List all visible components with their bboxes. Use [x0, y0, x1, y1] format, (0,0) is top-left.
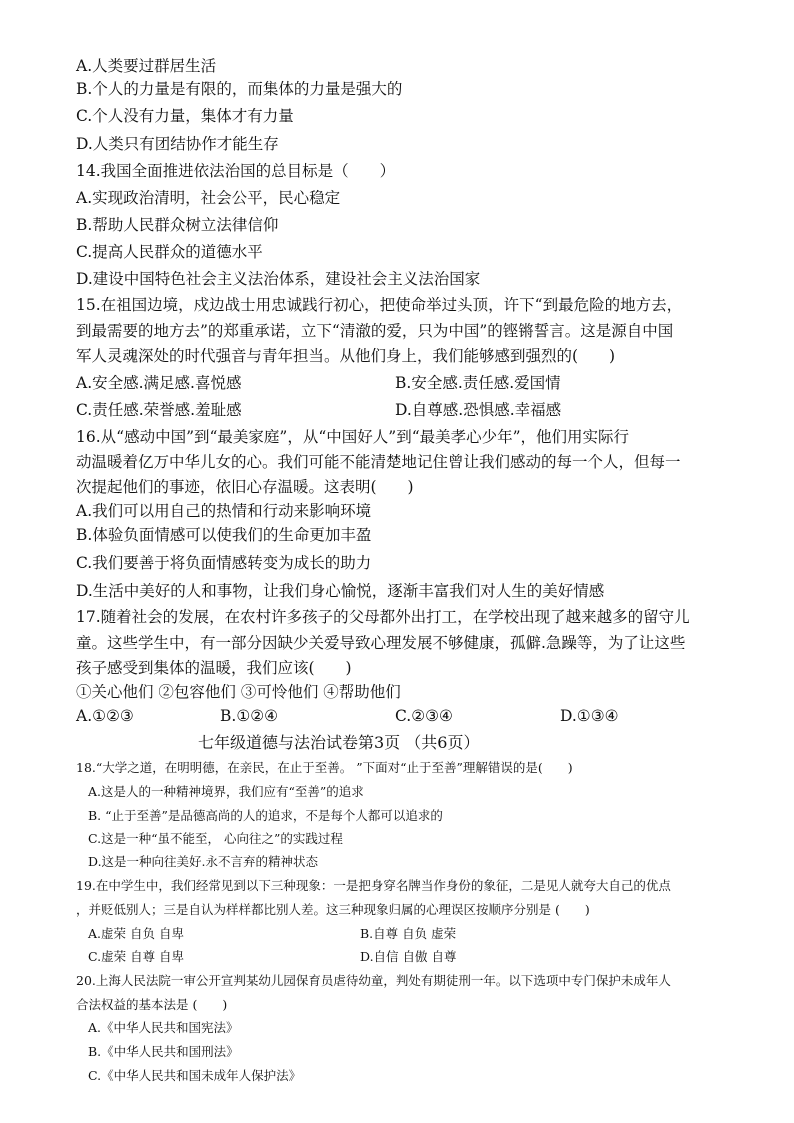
q15-stem-line-3: 军人灵魂深处的时代强音与青年担当。从他们身上，我们能够感到强烈的( ): [76, 347, 616, 365]
q18-stem: 18.“大学之道，在明明德，在亲民，在止于至善。 ”下面对“止于至善”理解错误的是( ): [76, 760, 573, 775]
q16-option-d: D.生活中美好的人和事物，让我们身心愉悦，逐渐丰富我们对人生的美好情感: [76, 582, 605, 600]
q16-stem-line-3: 次提起他们的事迹，依旧心存温暖。这表明( ): [76, 478, 414, 496]
q20-option-c: C.《中华人民共和国未成年人保护法》: [88, 1068, 302, 1083]
q14-option-c: C.提高人民群众的道德水平: [76, 243, 263, 261]
q18-option-a: A.这是人的一种精神境界，我们应有“至善”的追求: [88, 784, 364, 799]
q15-option-b: B.安全感.责任感.爱国情: [395, 374, 561, 392]
q17-option-a: A.①②③: [76, 707, 134, 725]
q16-stem-line-2: 动温暖着亿万中华儿女的心。我们可能不能清楚地记住曾让我们感动的每一个人，但每一: [76, 453, 681, 471]
q20-stem-line-2: 合法权益的基本法是 ( ): [76, 997, 228, 1012]
q15-option-c: C.责任感.荣誉感.羞耻感: [76, 401, 242, 419]
q14-option-b: B.帮助人民群众树立法律信仰: [76, 216, 279, 234]
q18-option-b: B. “止于至善”是品德高尚的人的追求，不是每个人都可以追求的: [88, 808, 443, 823]
q13-option-a: A.人类要过群居生活: [76, 57, 217, 75]
q16-stem-line-1: 16.从“感动中国”到“最美家庭”，从“中国好人”到“最美孝心少年”，他们用实际行: [76, 428, 630, 446]
q18-option-d: D.这是一种向往美好.永不言弃的精神状态: [88, 854, 319, 869]
q20-option-a: A.《中华人民共和国宪法》: [88, 1020, 239, 1035]
q17-stem-line-1: 17.随着社会的发展，在农村许多孩子的父母都外出打工，在学校出现了越来越多的留守儿: [76, 608, 690, 626]
q17-option-b: B.①②④: [220, 707, 279, 725]
q19-stem-line-2: ，并贬低别人；三是自认为样样都比别人差。这三种现象归属的心理误区按顺序分别是 ( ): [76, 902, 590, 917]
q14-option-a: A.实现政治清明，社会公平，民心稳定: [76, 189, 341, 207]
q13-option-b: B.个人的力量是有限的，而集体的力量是强大的: [76, 80, 403, 98]
q19-stem-line-1: 19.在中学生中，我们经常见到以下三种现象：一是把身穿名牌当作身份的象征，二是见人就夸大自己的优点: [76, 878, 671, 893]
q19-option-b: B.自尊 自负 虚荣: [360, 926, 457, 941]
q15-stem-line-2: 到最需要的地方去”的郑重承诺，立下“清澈的爱，只为中国”的铿锵誓言。这是源自中国: [76, 322, 674, 340]
q20-option-b: B.《中华人民共和国刑法》: [88, 1044, 239, 1059]
q15-option-d: D.自尊感.恐惧感.幸福感: [395, 401, 562, 419]
q17-statements: ①关心他们 ②包容他们 ③可怜他们 ④帮助他们: [76, 683, 401, 701]
q19-option-a: A.虚荣 自负 自卑: [88, 926, 184, 941]
q20-stem-line-1: 20.上海人民法院一审公开宣判某幼儿园保育员虐待幼童，判处有期徒刑一年。以下选项中专门保护未成年人: [76, 973, 671, 988]
q19-option-d: D.自信 自傲 自尊: [360, 949, 457, 964]
q16-option-c: C.我们要善于将负面情感转变为成长的助力: [76, 554, 372, 572]
q16-option-a: A.我们可以用自己的热情和行动来影响环境: [76, 502, 372, 520]
q13-option-d: D.人类只有团结协作才能生存: [76, 135, 279, 153]
q15-stem-line-1: 15.在祖国边境，戍边战士用忠诚践行初心，把使命举过头顶，许下“到最危险的地方去，: [76, 296, 683, 314]
q17-option-d: D.①③④: [560, 707, 619, 725]
q18-option-c: C.这是一种“虽不能至， 心向往之”的实践过程: [88, 831, 343, 846]
q14-stem: 14.我国全面推进依法治国的总目标是（ ）: [76, 162, 396, 180]
q13-option-c: C.个人没有力量，集体才有力量: [76, 107, 294, 125]
q17-stem-line-3: 孩子感受到集体的温暖，我们应该( ): [76, 659, 352, 677]
q14-option-d: D.建设中国特色社会主义法治体系，建设社会主义法治国家: [76, 270, 481, 288]
q19-option-c: C.虚荣 自尊 自卑: [88, 949, 185, 964]
q16-option-b: B.体验负面情感可以使我们的生命更加丰盈: [76, 526, 372, 544]
q15-option-a: A.安全感.满足感.喜悦感: [76, 374, 242, 392]
page-footer: 七年级道德与法治试卷第3页 （共6页）: [198, 733, 480, 752]
q17-stem-line-2: 童。这些学生中，有一部分因缺少关爱导致心理发展不够健康，孤僻.急躁等，为了让这些: [76, 634, 686, 652]
q17-option-c: C.②③④: [395, 707, 453, 725]
